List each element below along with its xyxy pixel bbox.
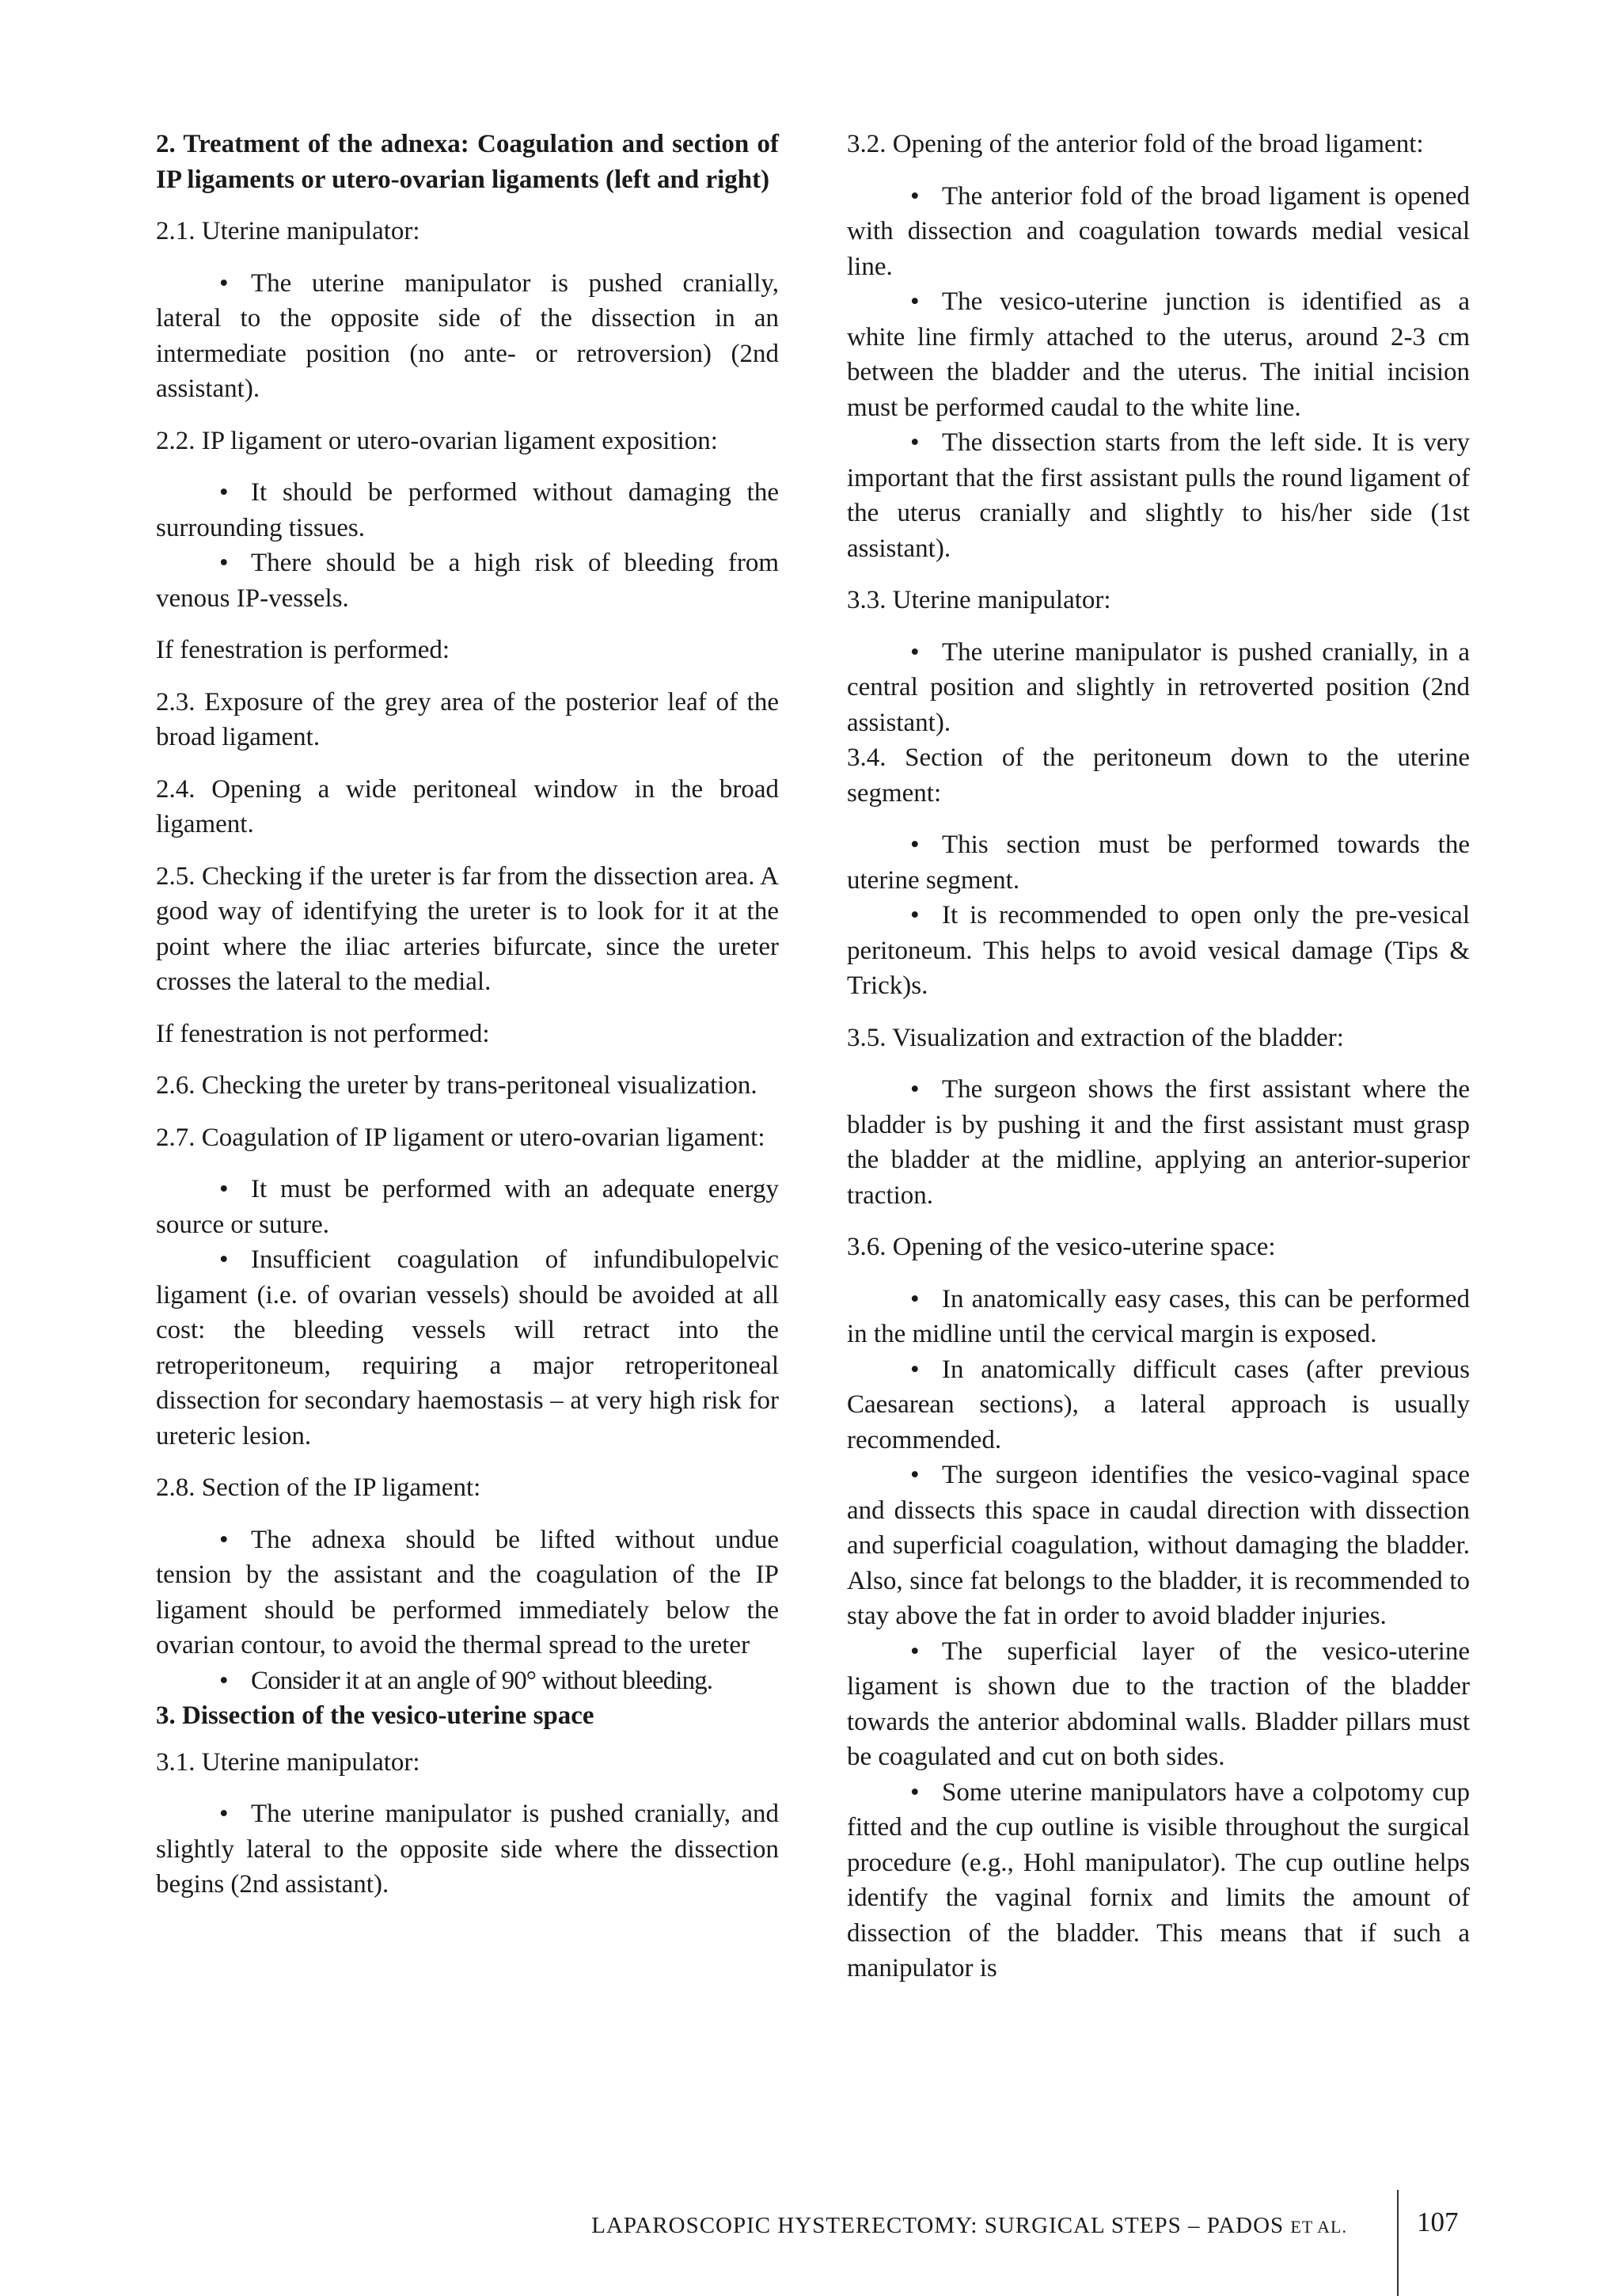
bullet-dot-icon: • [910, 901, 920, 929]
bullet-text: The surgeon shows the first assistant where the bladder is by pushing it and the first assistant must grasp the bladder at the midline, applying an anterior-superior traction. [847, 1075, 1470, 1210]
bullet-list [847, 179, 1470, 567]
bullet-dot-icon: • [219, 478, 229, 507]
paragraph: If fenestration is performed: [156, 636, 450, 664]
bullet-dot-icon: • [219, 268, 229, 298]
bullet-item [156, 1242, 779, 1454]
bullet-dot-icon: • [910, 428, 920, 457]
section-heading: 3. Dissection of the vesico-uterine space [156, 1701, 594, 1730]
bullet-list [847, 827, 1470, 1004]
bullet-dot-icon: • [910, 1075, 920, 1104]
bullet-text: The superficial layer of the vesico-uterine ligament is shown due to the traction of the bladder towards the anterior abdominal walls. Bladder pillars must be coagulated and cut on both sides. [847, 1636, 1470, 1771]
bullet-item [847, 179, 1470, 285]
bullet-item [156, 1172, 779, 1242]
bullet-item [847, 1458, 1470, 1634]
bullet-dot-icon: • [910, 1461, 920, 1489]
paragraph: 2.8. Section of the IP ligament: [156, 1473, 481, 1502]
bullet-list [156, 266, 779, 407]
bullet-dot-icon: • [219, 1525, 229, 1554]
bullet-text: The vesico-uterine junction is identified as a white line firmly attached to the uterus, around 2-3 cm between the bladder and the uterus. The initial incision must be performed caudal to the white line. [847, 287, 1470, 422]
bullet-list [156, 475, 779, 616]
bullet-item [847, 635, 1470, 741]
left-column [156, 127, 779, 1919]
bullet-dot-icon: • [219, 1666, 228, 1695]
paragraph: 2.1. Uterine manipulator: [156, 217, 420, 245]
bullet-dot-icon: • [910, 831, 920, 859]
bullet-list [156, 1796, 779, 1903]
page-number: 107 [1417, 2207, 1459, 2237]
paragraph: 3.3. Uterine manipulator: [847, 586, 1111, 614]
paragraph: 2.6. Checking the ureter by trans-peritoneal visualization. [156, 1071, 757, 1100]
paragraph: 2.7. Coagulation of IP ligament or utero-ovarian ligament: [156, 1123, 765, 1152]
bullet-text: There should be a high risk of bleeding from venous IP-vessels. [156, 549, 779, 613]
bullet-list [847, 635, 1470, 741]
bullet-item [847, 1775, 1470, 1986]
paragraph: If fenestration is not performed: [156, 1019, 490, 1048]
bullet-dot-icon: • [219, 1245, 229, 1274]
bullet-dot-icon: • [910, 181, 920, 211]
bullet-dot-icon: • [910, 1284, 920, 1313]
bullet-item [156, 545, 779, 616]
bullet-text: This section must be performed towards the uterine segment. [847, 831, 1470, 895]
bullet-item [156, 1522, 779, 1663]
bullet-text: The uterine manipulator is pushed cranially, lateral to the opposite side of the dissection in an intermediate position (no ante- or retroversion) (2nd assistant). [156, 268, 779, 403]
bullet-dot-icon: • [219, 549, 229, 577]
bullet-item [847, 898, 1470, 1004]
bullet-item [847, 425, 1470, 566]
bullet-dot-icon: • [219, 1175, 229, 1203]
paragraph: 3.5. Visualization and extraction of the bladder: [847, 1023, 1344, 1052]
paragraph: 3.6. Opening of the vesico-uterine space: [847, 1233, 1276, 1261]
bullet-item [847, 827, 1470, 898]
bullet-text: The dissection starts from the left side. It is very important that the first assistant pulls the round ligament of the uterus cranially and slightly to his/her side (1st assistant). [847, 428, 1470, 563]
bullet-list [156, 1172, 779, 1454]
bullet-dot-icon: • [910, 287, 920, 316]
bullet-dot-icon: • [910, 637, 920, 667]
bullet-text: Consider it at an angle of 90° without bleeding. [251, 1666, 713, 1695]
bullet-item [847, 1634, 1470, 1775]
bullet-text: The surgeon identifies the vesico-vaginal space and dissects this space in caudal direction with dissection and superficial coagulation, without damaging the bladder. Also, since fat belongs to the bladder, it is recommended to stay above the fat in order to avoid bladder injuries. [847, 1461, 1470, 1630]
footer-divider [1397, 2190, 1399, 2296]
bullet-text: It is recommended to open only the pre-vesical peritoneum. This helps to avoid vesical damage (Tips & Trick)s. [847, 901, 1470, 1000]
running-footer [578, 2213, 1347, 2239]
paragraph: 2.3. Exposure of the grey area of the posterior leaf of the broad ligament. [156, 687, 779, 751]
bullet-text: The uterine manipulator is pushed cranially, and slightly lateral to the opposite side where the dissection begins (2nd assistant). [156, 1800, 779, 1899]
paragraph: 2.4. Opening a wide peritoneal window in the broad ligament. [156, 774, 779, 838]
bullet-text: The adnexa should be lifted without undue tension by the assistant and the coagulation of the IP ligament should be performed immediately below the ovarian contour, to avoid the thermal spread to the ureter [156, 1525, 779, 1659]
bullet-dot-icon: • [910, 1636, 920, 1666]
bullet-item [847, 1072, 1470, 1213]
bullet-text: It must be performed with an adequate energy source or suture. [156, 1175, 779, 1239]
bullet-text: Insufficient coagulation of infundibulopelvic ligament (i.e. of ovarian vessels) should be avoided at all cost: the bleeding vessels will retract into the retroperitoneum, requiring a major retroperitoneal dissection for secondary haemostasis – at very high risk for ureteric lesion. [156, 1245, 779, 1450]
bullet-item [156, 266, 779, 407]
section-heading: 2. Treatment of the adnexa: Coagulation and section of IP ligaments or utero-ovarian ligaments (left and right) [156, 130, 779, 194]
bullet-list [156, 1522, 779, 1699]
bullet-text: The anterior fold of the broad ligament is opened with dissection and coagulation towards medial vesical line. [847, 181, 1470, 281]
running-title: LAPAROSCOPIC HYSTERECTOMY: SURGICAL STEPS – PADOS [591, 2213, 1285, 2238]
bullet-text: In anatomically easy cases, this can be performed in the midline until the cervical margin is exposed. [847, 1284, 1470, 1348]
bullet-text: In anatomically difficult cases (after previous Caesarean sections), a lateral approach is usually recommended. [847, 1355, 1470, 1454]
paragraph: 3.1. Uterine manipulator: [156, 1747, 420, 1777]
paragraph: 3.2. Opening of the anterior fold of the broad ligament: [847, 130, 1424, 158]
bullet-item [847, 1282, 1470, 1352]
bullet-dot-icon: • [219, 1800, 229, 1828]
bullet-item [156, 475, 779, 545]
bullet-list [847, 1072, 1470, 1213]
bullet-item [847, 284, 1470, 425]
bullet-text: Some uterine manipulators have a colpotomy cup fitted and the cup outline is visible throughout the surgical procedure (e.g., Hohl manipulator). The cup outline helps identify the vaginal fornix and limits the amount of dissection of the bladder. This means that if such a manipulator is [847, 1777, 1470, 1982]
bullet-dot-icon: • [910, 1355, 920, 1384]
running-title-et-al: ET AL. [1290, 2217, 1347, 2237]
paragraph: 3.4. Section of the peritoneum down to the uterine segment: [847, 743, 1470, 808]
bullet-item [156, 1663, 779, 1699]
paragraph: 2.5. Checking if the ureter is far from the dissection area. A good way of identifying the ureter is to look for it at the point where the iliac arteries bifurcate, since the ureter crosses the lateral to the medial. [156, 861, 779, 996]
bullet-text: It should be performed without damaging the surrounding tissues. [156, 478, 779, 542]
right-column [847, 127, 1470, 2003]
bullet-item [156, 1796, 779, 1903]
bullet-text: The uterine manipulator is pushed cranially, in a central position and slightly in retroverted position (2nd assistant). [847, 637, 1470, 737]
bullet-list [847, 1282, 1470, 1986]
bullet-dot-icon: • [910, 1777, 920, 1807]
paragraph: 2.2. IP ligament or utero-ovarian ligament exposition: [156, 426, 718, 455]
bullet-item [847, 1352, 1470, 1458]
